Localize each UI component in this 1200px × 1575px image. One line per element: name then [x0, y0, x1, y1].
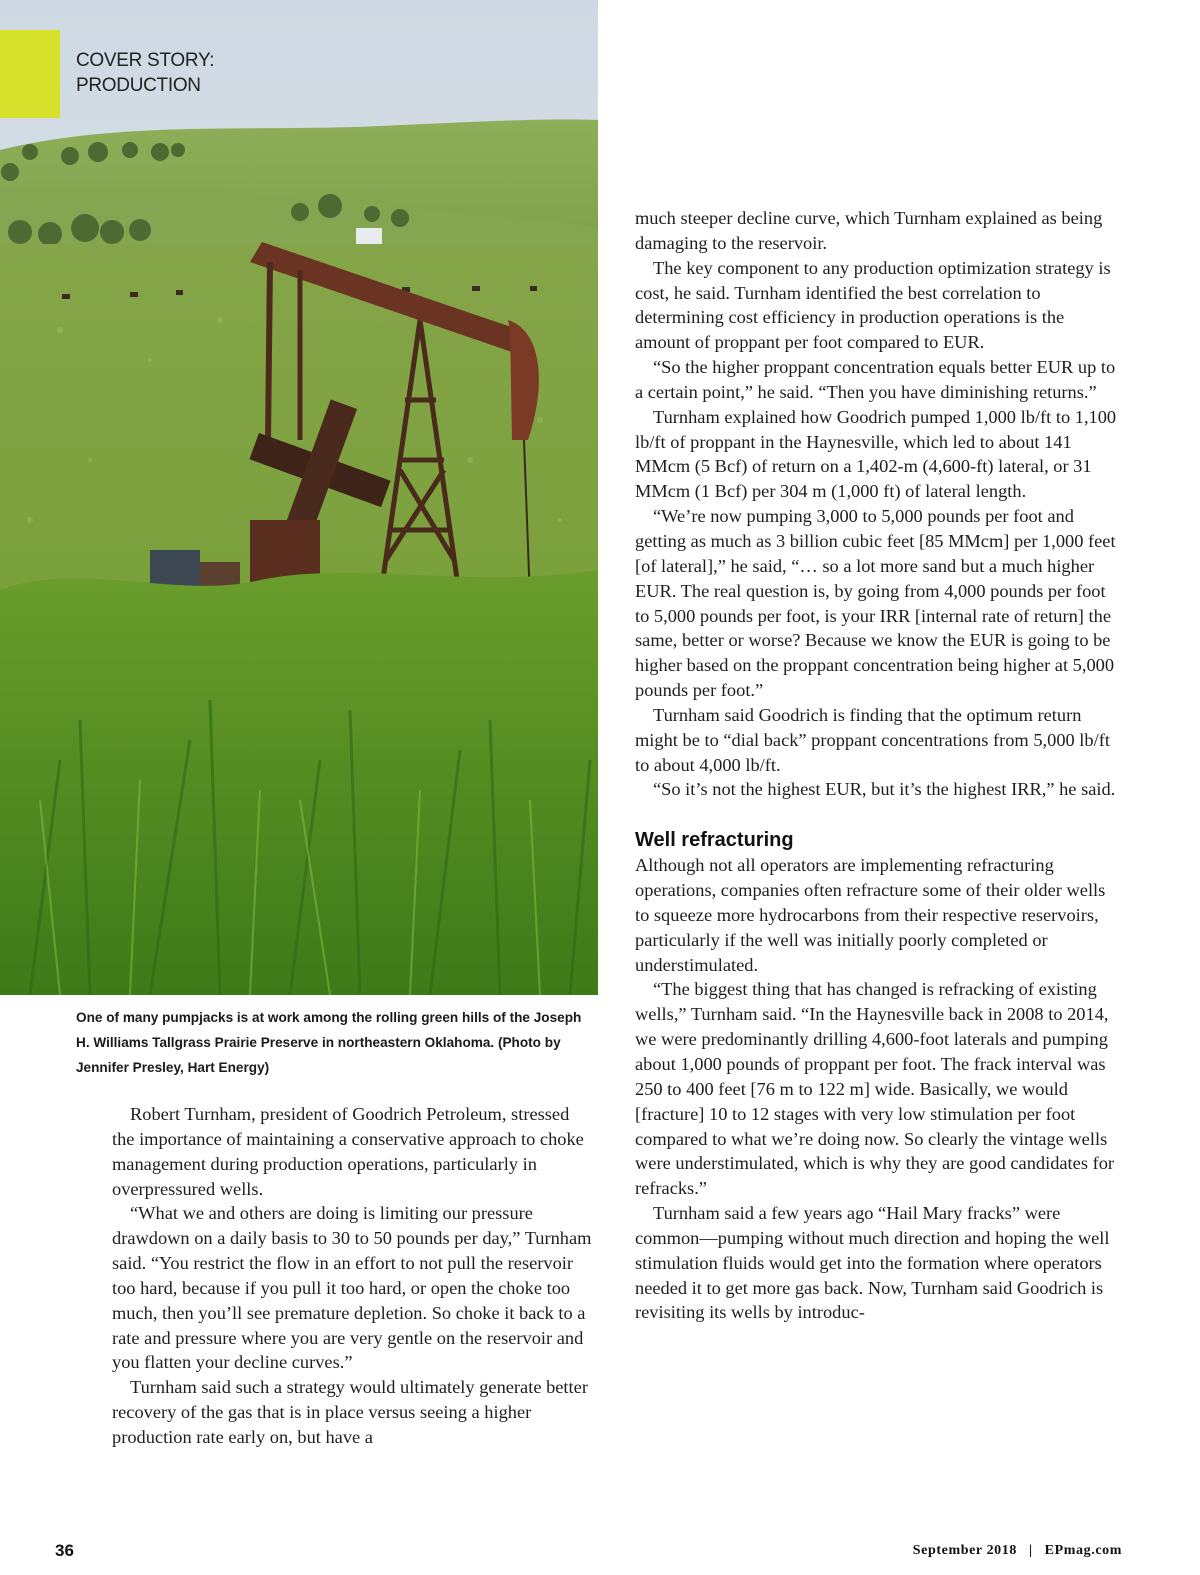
section-label-line2: PRODUCTION: [76, 75, 201, 96]
footer-publication: [913, 1543, 1122, 1559]
body-paragraph: Although not all operators are implementing refracturing operations, companies often refracture some of their older wells to squeeze more hydrocarbons from their respective reservoirs, particularly if the well was initially poorly completed or understimulated.: [635, 855, 1106, 975]
left-column: [112, 1102, 596, 1450]
footer-site-link[interactable]: EPmag.com: [1044, 1543, 1122, 1558]
section-label-line1: COVER STORY:: [76, 50, 215, 71]
body-paragraph: “We’re now pumping 3,000 to 5,000 pounds per foot and getting as much as 3 billion cubic feet [85 MMcm] per 1,000 feet [of lateral],” he said, “… so a lot more sand but a much higher EUR. The real question is, by going from 4,000 pounds per foot to 5,000 pounds per foot, is your IRR [internal rate of return] the same, better or worse? Because we know the EUR is going to be higher based on the proppant concentration being higher at 5,000 pounds per foot.”: [635, 506, 1116, 701]
body-paragraph: “So the higher proppant concentration equals better EUR up to a certain point,” he said. “Then you have diminishing returns.”: [635, 357, 1116, 402]
footer-date: September 2018: [912, 1543, 1017, 1558]
body-paragraph: “The biggest thing that has changed is refracking of existing wells,” Turnham said. “In the Haynesville back in 2008 to 2014, we were predominantly drilling 4,600-foot laterals and pumping about 1,000 pounds of proppant per foot. The frack interval was 250 to 400 feet [76 m to 122 m] wide. Basically, we would [fracture] 10 to 12 stages with very low stimulation per foot compared to what we’re doing now. So clearly the vintage wells were understimulated, which is why they are good candidates for refracks.”: [635, 979, 1115, 1199]
body-paragraph: Turnham said Goodrich is finding that the optimum return might be to “dial back” proppant concentrations from 5,000 lb/ft to about 4,000 lb/ft.: [635, 704, 1110, 775]
pumpjack-photo-illustration: [0, 0, 598, 995]
right-column: [635, 206, 1123, 1325]
body-paragraph: Robert Turnham, president of Goodrich Petroleum, stressed the importance of maintaining a conservative approach to choke management during production operations, particularly in overpressured wells.: [112, 1104, 584, 1199]
body-paragraph: The key component to any production optimization strategy is cost, he said. Turnham identified the best correlation to determining cost efficiency in production operations is the amount of proppant per foot compared to EUR.: [635, 257, 1111, 353]
body-paragraph: much steeper decline curve, which Turnham explained as being damaging to the reservoir.: [635, 208, 1103, 253]
body-paragraph: Turnham said a few years ago “Hail Mary fracks” were common—pumping without much direction and hoping the well stimulation fluids would get into the formation where operators needed it to get more gas back. Now, Turnham said Goodrich is revisiting its wells by introduc-: [635, 1203, 1110, 1323]
section-label: [76, 48, 214, 98]
body-paragraph: Turnham explained how Goodrich pumped 1,000 lb/ft to 1,100 lb/ft of proppant in the Haynesville, which led to about 141 MMcm (5 Bcf) of return on a 1,402-m (4,600-ft) lateral, or 31 MMcm (1 Bcf) per 304 m (1,000 ft) of lateral length.: [635, 406, 1117, 502]
photo-caption: One of many pumpjacks is at work among the rolling green hills of the Joseph H. Williams Tallgrass Prairie Preserve in northeastern Oklahoma. (Photo by Jennifer Presley, Hart Energy): [76, 1010, 582, 1075]
section-subhead: Well refracturing: [635, 829, 794, 852]
body-paragraph: “What we and others are doing is limiting our pressure drawdown on a daily basis to 30 to 50 pounds per day,” Turnham said. “You restrict the flow in an effort to not pull the reservoir too hard, because if you pull it too hard, or open the choke too much, then you’ll see premature depletion. So choke it back to a rate and pressure where you are very gentle on the reservoir and you flatten your decline curves.”: [112, 1203, 592, 1373]
section-accent-block: [0, 30, 60, 118]
body-paragraph: “So it’s not the highest EUR, but it’s the highest IRR,” he said.: [653, 779, 1116, 800]
page-number: 36: [55, 1541, 74, 1560]
footer-separator: |: [1028, 1543, 1033, 1558]
body-paragraph: Turnham said such a strategy would ultimately generate better recovery of the gas that is in place versus seeing a higher production rate early on, but have a: [112, 1377, 588, 1447]
pumpjack-photo: [0, 0, 598, 995]
